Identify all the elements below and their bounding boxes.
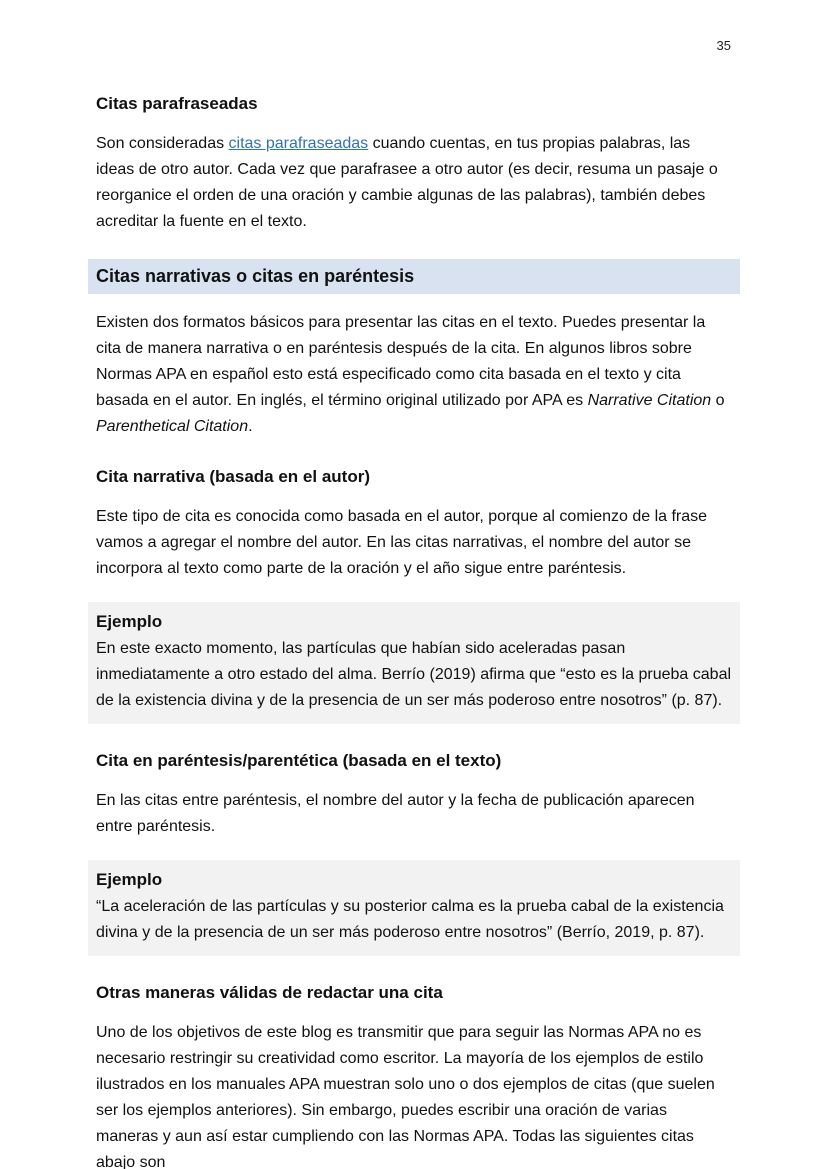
page-number: 35	[716, 38, 731, 53]
paragraph-cita-narrativa: Este tipo de cita es conocida como basada en el autor, porque al comienzo de la frase vamos a agregar el nombre del autor. En las citas narrativas, el nombre del autor se incorpora al texto como parte de la oración y el año sigue entre paréntesis.	[96, 508, 708, 577]
paragraph-citas-parafraseadas	[96, 131, 732, 235]
text-run: Son consideradas	[96, 135, 229, 152]
text-run: .	[248, 418, 253, 435]
example-box-parentetica	[88, 860, 740, 956]
italic-parenthetical-citation: Parenthetical Citation	[96, 418, 249, 435]
example-text: “La aceleración de las partículas y su posterior calma es la prueba cabal de la existencia divina y de la presencia de un ser más poderoso entre nosotros” (Berrío, 2019, p. 87).	[96, 898, 724, 941]
heading-citas-parafraseadas: Citas parafraseadas	[96, 94, 258, 113]
heading-otras-maneras: Otras maneras válidas de redactar una cita	[96, 983, 443, 1002]
example-box-narrativa	[88, 602, 740, 724]
example-text: En este exacto momento, las partículas que habían sido aceleradas pasan inmediatamente a otro estado del alma. Berrío (2019) afirma que “esto es la prueba cabal de la existencia divina y de la presencia de un ser más poderoso entre nosotros” (p. 87).	[96, 640, 732, 709]
italic-narrative-citation: Narrative Citation	[587, 392, 712, 409]
text-run: Existen dos formatos básicos para presentar las citas en el texto. Puedes presentar la cita de manera narrativa o en paréntesis después de la cita. En algunos libros sobre Normas APA en español esto está especificado como cita basada en el texto y cita basada en el autor. En inglés, el término original utilizado por APA es	[96, 314, 706, 409]
text-run: cuando cuentas, en tus propias palabras, las ideas de otro autor. Cada vez que parafrasee a otro autor (es decir, resuma un pasaje o reorganice el orden de una oración y cambie algunas de las palabras), también debes acreditar la fuente en el texto.	[96, 135, 718, 230]
citas-parafraseadas-link[interactable]: citas parafraseadas	[228, 135, 369, 152]
example-label: Ejemplo	[96, 612, 163, 631]
text-run: o	[711, 392, 725, 409]
heading-cita-parentetica: Cita en paréntesis/parentética (basada en el texto)	[96, 751, 502, 770]
section-heading-citas-narrativas: Citas narrativas o citas en paréntesis	[88, 259, 740, 294]
paragraph-otras-maneras: Uno de los objetivos de este blog es transmitir que para seguir las Normas APA no es necesario restringir su creatividad como escritor. La mayoría de los ejemplos de estilo ilustrados en los manuales APA muestran solo uno o dos ejemplos de citas (que suelen ser los ejemplos anteriores). Sin embargo, puedes escribir una oración de varias maneras y aun así estar cumpliendo con las Normas APA. Todas las siguientes citas abajo son	[96, 1024, 715, 1169]
heading-cita-narrativa: Cita narrativa (basada en el autor)	[96, 467, 370, 486]
paragraph-cita-parentetica: En las citas entre paréntesis, el nombre del autor y la fecha de publicación aparecen entre paréntesis.	[96, 792, 695, 835]
example-label: Ejemplo	[96, 870, 163, 889]
paragraph-citas-narrativas-intro	[96, 310, 732, 440]
